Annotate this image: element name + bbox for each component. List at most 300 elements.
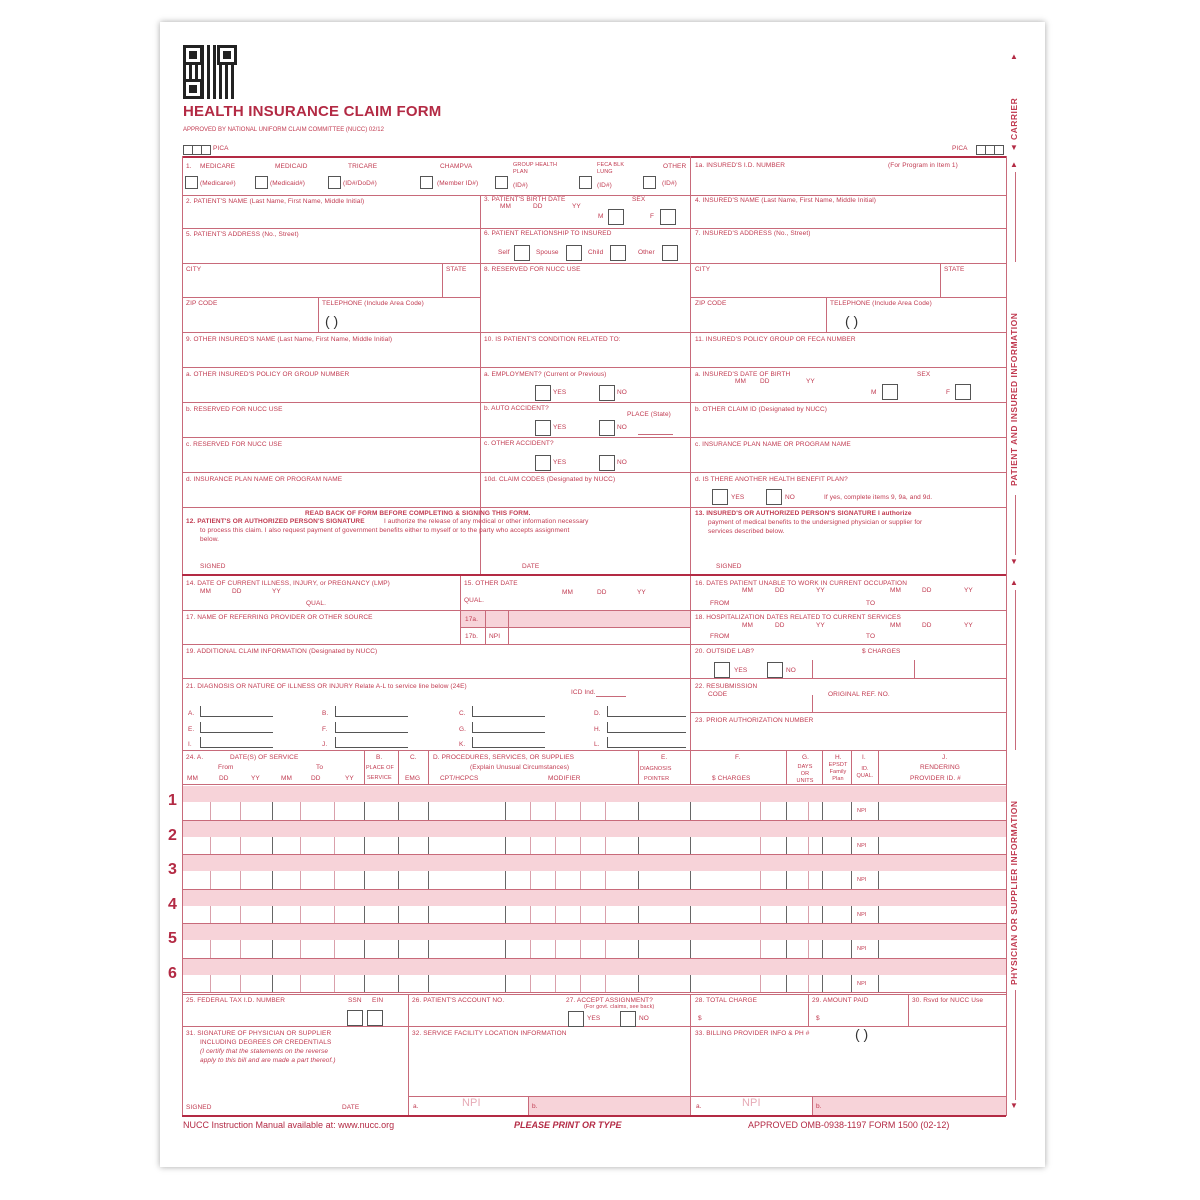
box27-yes-label: YES — [587, 1015, 601, 1022]
diag-b-label: B. — [322, 710, 329, 717]
zip-phone-divider-right — [826, 297, 827, 332]
arrow-down-icon: ▼ — [1010, 557, 1018, 566]
box4-insured-name-field[interactable] — [692, 207, 1004, 227]
box24g-top: G. — [802, 754, 810, 761]
box13-text2: services described below. — [708, 528, 785, 535]
box12-label: 12. PATIENT'S OR AUTHORIZED PERSON'S SIGNATURE — [186, 518, 365, 525]
box1-medicare-checkbox[interactable] — [185, 176, 198, 189]
row-line — [182, 402, 1006, 403]
box7-phone-label: TELEPHONE (Include Area Code) — [830, 300, 932, 307]
box24d-top: D. PROCEDURES, SERVICES, OR SUPPLIES — [433, 754, 575, 761]
box12-header: READ BACK OF FORM BEFORE COMPLETING & SIGNING THIS FORM. — [305, 510, 531, 517]
box10c-no-checkbox[interactable] — [599, 455, 615, 471]
box9d-field[interactable] — [184, 485, 478, 506]
box11a-mm: MM — [735, 378, 747, 385]
box33a-npi-field[interactable] — [702, 1098, 810, 1114]
box32b-field[interactable] — [540, 1098, 688, 1114]
box28-dollar: $ — [698, 1015, 702, 1022]
box17a-shaded — [461, 611, 690, 627]
box1-feca-id: (ID#) — [597, 182, 612, 189]
row-line — [690, 297, 1006, 298]
box1-tricare-checkbox[interactable] — [328, 176, 341, 189]
box1-feca-label: FECA BLK LUNG — [597, 162, 625, 175]
box20-divider — [812, 660, 813, 678]
pica-right-box-3[interactable] — [994, 145, 1004, 155]
box20-charges-field[interactable] — [814, 660, 912, 677]
box5-label: 5. PATIENT'S ADDRESS (No., Street) — [186, 231, 299, 238]
diag-k-field[interactable] — [472, 737, 545, 748]
qr-finder-icon — [183, 45, 203, 65]
box20-no-checkbox[interactable] — [767, 662, 783, 678]
box15-qual: QUAL. — [464, 597, 485, 604]
diag-f-label: F. — [322, 726, 328, 733]
box25-ein-checkbox[interactable] — [367, 1010, 383, 1026]
box32-facility-field[interactable] — [410, 1040, 688, 1094]
box10c-no-label: NO — [617, 459, 627, 466]
center-divider-lower — [690, 576, 691, 751]
box22-original-ref-field[interactable] — [814, 698, 1004, 711]
box10a-label: a. EMPLOYMENT? (Current or Previous) — [484, 371, 607, 378]
box6-child-label: Child — [588, 249, 604, 256]
box26-label: 26. PATIENT'S ACCOUNT NO. — [412, 997, 505, 1004]
box14-dd: DD — [232, 588, 242, 595]
box13-label: 13. INSURED'S OR AUTHORIZED PERSON'S SIGNATURE I authorize — [695, 510, 912, 517]
rendering-provider-id-field[interactable] — [880, 906, 1004, 924]
box24i-bot: ID. QUAL. — [856, 766, 874, 779]
rendering-provider-id-field[interactable] — [880, 802, 1004, 820]
service-line-shaded[interactable] — [183, 959, 1006, 975]
box9a-label: a. OTHER INSURED'S POLICY OR GROUP NUMBER — [186, 371, 350, 378]
box33b-field[interactable] — [824, 1098, 1004, 1114]
box1-champva-label: CHAMPVA — [440, 163, 473, 170]
side-rule — [1015, 590, 1016, 750]
diag-h-field[interactable] — [607, 722, 686, 733]
box15-dd: DD — [597, 589, 607, 596]
arrow-up-icon: ▲ — [1010, 52, 1018, 61]
bottom-rule — [182, 1115, 1006, 1117]
col-divider — [638, 750, 639, 784]
box16-label: 16. DATES PATIENT UNABLE TO WORK IN CURRENT OCCUPATION — [695, 580, 907, 587]
box15-yy: YY — [637, 589, 646, 596]
box1-group-id: (ID#) — [513, 182, 528, 189]
qr-code-icon — [183, 45, 237, 99]
box10-label: 10. IS PATIENT'S CONDITION RELATED TO: — [484, 336, 621, 343]
diag-i-label: I. — [188, 741, 192, 748]
box12-date-label: DATE — [522, 563, 540, 570]
side-rule — [1015, 172, 1016, 262]
box10d-label: 10d. CLAIM CODES (Designated by NUCC) — [484, 476, 616, 483]
box9-label: 9. OTHER INSURED'S NAME (Last Name, First Name, Middle Initial) — [186, 336, 393, 343]
box10c-label: c. OTHER ACCIDENT? — [484, 440, 554, 447]
box1-tricare-label: TRICARE — [348, 163, 378, 170]
box21-icd-label: ICD Ind. — [571, 689, 596, 696]
col-divider — [878, 750, 879, 784]
npi-label: NPI — [857, 911, 867, 918]
box9d-label: d. INSURANCE PLAN NAME OR PROGRAM NAME — [186, 476, 343, 483]
qr-finder-icon — [217, 45, 237, 65]
box20-label: 20. OUTSIDE LAB? — [695, 648, 755, 655]
box31-line4: apply to this bill and are made a part thereof.) — [200, 1057, 336, 1064]
box13-signature-field[interactable] — [750, 558, 1000, 572]
box10b-no-checkbox[interactable] — [599, 420, 615, 436]
diag-e-field[interactable] — [200, 722, 273, 733]
box31-signature-field[interactable] — [215, 1096, 335, 1110]
box16-from-mm: MM — [742, 587, 754, 594]
box17-label: 17. NAME OF REFERRING PROVIDER OR OTHER SOURCE — [186, 614, 373, 621]
box24b-top: B. — [376, 754, 383, 761]
diag-l-field[interactable] — [607, 737, 686, 748]
rendering-provider-id-field[interactable] — [880, 975, 1004, 993]
col-divider — [851, 750, 852, 784]
city-state-divider — [442, 263, 443, 297]
npi-label: NPI — [857, 842, 867, 849]
box18-to-mm: MM — [890, 622, 902, 629]
box24e-top: E. — [661, 754, 668, 761]
box32a-npi-field[interactable] — [420, 1098, 526, 1114]
box18-to-dd: DD — [922, 622, 932, 629]
box29-amount-paid-field[interactable] — [824, 1007, 906, 1025]
box33-npi-watermark: NPI — [742, 1097, 761, 1109]
top-rule — [182, 156, 1006, 158]
box27-28-divider — [690, 994, 691, 1116]
rendering-provider-id-field[interactable] — [880, 837, 1004, 855]
arrow-down-icon: ▼ — [1010, 1101, 1018, 1110]
side-label-physician-supplier: PHYSICIAN OR SUPPLIER INFORMATION — [1009, 800, 1019, 985]
box11a-label: a. INSURED'S DATE OF BIRTH — [695, 371, 791, 378]
box24d-modifier: MODIFIER — [548, 775, 581, 782]
service-line-fields[interactable] — [183, 837, 878, 855]
box10b-place-field[interactable] — [638, 434, 673, 435]
box16-to-dd: DD — [922, 587, 932, 594]
box18-from-mm: MM — [742, 622, 754, 629]
box19-field[interactable] — [184, 657, 688, 677]
box31-line2: INCLUDING DEGREES OR CREDENTIALS — [200, 1039, 332, 1046]
box18-to-yy: YY — [964, 622, 973, 629]
box11d-no-checkbox[interactable] — [766, 489, 782, 505]
box3-male-checkbox[interactable] — [608, 209, 624, 225]
service-line-shaded[interactable] — [183, 821, 1006, 837]
box28-total-charge-field[interactable] — [706, 1007, 806, 1025]
box24f-bot: $ CHARGES — [712, 775, 751, 782]
npi-label: NPI — [857, 946, 867, 952]
box10a-yes-label: YES — [553, 389, 567, 396]
box15-label: 15. OTHER DATE — [464, 580, 518, 587]
box31-line3: (I certify that the statements on the reverse — [200, 1048, 329, 1055]
box11a-female-checkbox[interactable] — [955, 384, 971, 400]
arrow-down-icon: ▼ — [1010, 143, 1018, 152]
box3-f: F — [650, 213, 655, 220]
box24f-top: F. — [735, 754, 741, 761]
rendering-provider-id-field[interactable] — [880, 871, 1004, 889]
box11d-no-label: NO — [785, 494, 795, 501]
diag-j-field[interactable] — [335, 737, 408, 748]
side-rule — [1015, 990, 1016, 1100]
box5-state-field[interactable] — [444, 275, 478, 296]
box10c-yes-checkbox[interactable] — [535, 455, 551, 471]
box6-spouse-checkbox[interactable] — [566, 245, 582, 261]
service-line-fields[interactable] — [183, 906, 878, 924]
box22-code-field[interactable] — [692, 698, 810, 711]
box1-group-checkbox[interactable] — [495, 176, 508, 189]
footer-print-or-type: PLEASE PRINT OR TYPE — [514, 1120, 622, 1130]
box6-other-checkbox[interactable] — [662, 245, 678, 261]
box24-from-mm: MM — [187, 775, 199, 782]
box10a-no-label: NO — [617, 389, 627, 396]
box18-from-dd: DD — [775, 622, 785, 629]
box24i-top: I. — [862, 754, 866, 761]
diag-b-field[interactable] — [335, 706, 408, 717]
diag-a-field[interactable] — [200, 706, 273, 717]
box6-self-checkbox[interactable] — [514, 245, 530, 261]
service-line-shaded[interactable] — [183, 786, 1006, 802]
row-line — [182, 644, 1006, 645]
box9b-label: b. RESERVED FOR NUCC USE — [186, 406, 283, 413]
box3-label: 3. PATIENT'S BIRTH DATE — [484, 196, 566, 203]
box22-divider — [812, 695, 813, 712]
row-line — [182, 994, 1006, 995]
box5-city-label: CITY — [186, 266, 202, 273]
box5-zip-label: ZIP CODE — [186, 300, 218, 307]
box1-other-id: (ID#) — [662, 180, 677, 187]
box20-yes-checkbox[interactable] — [714, 662, 730, 678]
box33a-label: a. — [696, 1103, 702, 1110]
box13-text1: payment of medical benefits to the undersigned physician or supplier for — [708, 519, 923, 526]
box17b-label: 17b. — [465, 633, 479, 640]
box32-npi-watermark: NPI — [462, 1097, 481, 1109]
box24e-mid: DIAGNOSIS — [640, 766, 672, 772]
box21-icd-field[interactable] — [596, 684, 626, 697]
box11a-yy: YY — [806, 378, 815, 385]
footer-nucc-manual: NUCC Instruction Manual available at: www.nucc.org — [183, 1120, 395, 1130]
box27-no-checkbox[interactable] — [620, 1011, 636, 1027]
box1a-insured-id-field[interactable] — [692, 172, 1004, 194]
box10b-yes-checkbox[interactable] — [535, 420, 551, 436]
diag-h-label: H. — [594, 726, 601, 733]
box2-patient-name-field[interactable] — [184, 207, 478, 227]
box10b-yes-label: YES — [553, 424, 567, 431]
box19-label: 19. ADDITIONAL CLAIM INFORMATION (Designated by NUCC) — [186, 648, 378, 655]
box33-billing-provider-field[interactable] — [692, 1044, 1004, 1094]
box11a-m: M — [871, 389, 877, 396]
box9c-label: c. RESERVED FOR NUCC USE — [186, 441, 283, 448]
arrow-up-icon: ▲ — [1010, 160, 1018, 169]
box25-26-divider — [408, 994, 409, 1116]
box6-child-checkbox[interactable] — [610, 245, 626, 261]
box21-label: 21. DIAGNOSIS OR NATURE OF ILLNESS OR INJURY Relate A-L to service line below (24E) — [186, 683, 467, 690]
right-border — [1006, 156, 1007, 1116]
box12-text1: I authorize the release of any medical or other information necessary — [384, 518, 589, 525]
row-line — [182, 367, 1006, 368]
diag-g-label: G. — [459, 726, 467, 733]
box7-label: 7. INSURED'S ADDRESS (No., Street) — [695, 230, 811, 237]
box24c-bot: EMG — [405, 775, 421, 782]
diag-i-field[interactable] — [200, 737, 273, 748]
service-line-shaded[interactable] — [183, 890, 1006, 906]
service-line-fields[interactable] — [183, 802, 878, 820]
npi-label: NPI — [857, 980, 867, 987]
box17b-npi-field[interactable] — [510, 628, 688, 643]
cell-divider — [878, 940, 879, 958]
diag-c-field[interactable] — [472, 706, 545, 717]
box11-field[interactable] — [692, 345, 1004, 366]
box24j-mid: RENDERING — [920, 764, 960, 771]
box27-yes-checkbox[interactable] — [568, 1011, 584, 1027]
box18-from-yy: YY — [816, 622, 825, 629]
box5-phone-field[interactable]: ( ) — [325, 313, 339, 329]
side-label-patient-insured: PATIENT AND INSURED INFORMATION — [1009, 312, 1019, 486]
service-line-number: 3 — [168, 861, 177, 878]
box32b-label: b. — [532, 1103, 538, 1110]
col-divider — [364, 750, 365, 784]
box1-number: 1. — [186, 163, 192, 170]
box10b-label: b. AUTO ACCIDENT? — [484, 405, 549, 412]
box25-ein-label: EIN — [372, 997, 384, 1004]
pica-left-box-3[interactable] — [201, 145, 211, 155]
box9a-field[interactable] — [184, 380, 478, 401]
box24h-bot: EPSDT Family Plan — [828, 762, 848, 782]
box28-29-divider — [808, 994, 809, 1026]
box33-phone-field[interactable]: ( ) — [855, 1026, 869, 1042]
service-line-shaded[interactable] — [183, 855, 1006, 871]
box10c-yes-label: YES — [553, 459, 567, 466]
box25-ssn-checkbox[interactable] — [347, 1010, 363, 1026]
col-divider — [428, 750, 429, 784]
box7-state-field[interactable] — [942, 275, 1004, 296]
box1-other-checkbox[interactable] — [643, 176, 656, 189]
box25-tax-id-field[interactable] — [184, 1006, 342, 1024]
npi-label: NPI — [857, 877, 867, 883]
box5-city-field[interactable] — [184, 275, 440, 296]
box18-from: FROM — [710, 633, 730, 640]
box1a-note: (For Program in Item 1) — [888, 162, 958, 169]
box3-sex: SEX — [632, 196, 646, 203]
cell-divider — [878, 837, 879, 855]
box7-city-label: CITY — [695, 266, 711, 273]
box23-label: 23. PRIOR AUTHORIZATION NUMBER — [695, 717, 814, 724]
qr-finder-icon — [183, 79, 203, 99]
box12-date-field[interactable] — [548, 558, 688, 572]
box7-zip-label: ZIP CODE — [695, 300, 727, 307]
box11a-male-checkbox[interactable] — [882, 384, 898, 400]
box1-champva-checkbox[interactable] — [420, 176, 433, 189]
box7-city-field[interactable] — [692, 275, 938, 296]
box11d-yes-checkbox[interactable] — [712, 489, 728, 505]
box22-label: 22. RESUBMISSION — [695, 683, 758, 690]
box7-state-label: STATE — [944, 266, 965, 273]
box33-divider — [812, 1096, 813, 1116]
box1-medicaid-checkbox[interactable] — [255, 176, 268, 189]
row-line — [182, 1026, 1006, 1027]
diag-d-field[interactable] — [607, 706, 686, 717]
box6-spouse-label: Spouse — [536, 249, 559, 256]
cell-divider — [878, 906, 879, 924]
box31-date-label: DATE — [342, 1104, 360, 1111]
box1-tricare-id: (ID#/DoD#) — [343, 180, 377, 187]
box7-zip-field[interactable] — [692, 309, 824, 331]
box10b-no-label: NO — [617, 424, 627, 431]
box17-divider — [508, 610, 509, 644]
box5-address-field[interactable] — [184, 240, 478, 262]
col-divider — [690, 750, 691, 784]
box16-from-dd: DD — [775, 587, 785, 594]
box10a-yes-checkbox[interactable] — [535, 385, 551, 401]
service-line-fields[interactable] — [183, 871, 878, 889]
box24-from-label: From — [218, 764, 234, 771]
box16-from-yy: YY — [816, 587, 825, 594]
box2-label: 2. PATIENT'S NAME (Last Name, First Name, Middle Initial) — [186, 198, 365, 205]
box1-medicare-label: MEDICARE — [200, 163, 236, 170]
box10a-no-checkbox[interactable] — [599, 385, 615, 401]
service-line-fields[interactable] — [183, 940, 878, 958]
box11a-sex: SEX — [917, 371, 931, 378]
box33b-label: b. — [816, 1103, 822, 1110]
row-line — [182, 297, 480, 298]
row-line — [182, 195, 1006, 196]
box9-other-insured-field[interactable] — [184, 345, 478, 366]
box18-to: TO — [866, 633, 876, 640]
row-line — [182, 678, 1006, 679]
box17-referring-provider-field[interactable] — [184, 623, 458, 643]
service-line-shaded[interactable] — [183, 924, 1006, 940]
col-divider — [398, 750, 399, 784]
box24h-top: H. — [835, 754, 842, 761]
service-line-number: 2 — [168, 826, 177, 844]
box27-no-label: NO — [639, 1015, 649, 1022]
rendering-provider-id-field[interactable] — [880, 940, 1004, 958]
box20-divider — [914, 660, 915, 678]
box3-yy: YY — [572, 203, 581, 210]
box14-label: 14. DATE OF CURRENT ILLNESS, INJURY, or PREGNANCY (LMP) — [186, 580, 390, 587]
diag-g-field[interactable] — [472, 722, 545, 733]
box1-feca-checkbox[interactable] — [579, 176, 592, 189]
box26-account-field[interactable] — [410, 1006, 560, 1024]
box25-label: 25. FEDERAL TAX I.D. NUMBER — [186, 997, 286, 1004]
box7-phone-field[interactable]: ( ) — [845, 313, 859, 329]
box32-divider — [528, 1096, 529, 1116]
row-line — [182, 507, 1006, 508]
box5-phone-label: TELEPHONE (Include Area Code) — [322, 300, 424, 307]
box18-label: 18. HOSPITALIZATION DATES RELATED TO CURRENT SERVICES — [695, 614, 901, 621]
box1-medicaid-id: (Medicaid#) — [270, 180, 306, 187]
box23-prior-auth-field[interactable] — [692, 726, 1004, 748]
box17b-npi: NPI — [489, 633, 501, 640]
box13-signed-label: SIGNED — [716, 563, 742, 570]
row-line — [182, 472, 1006, 473]
box15-mm: MM — [562, 589, 574, 596]
box3-female-checkbox[interactable] — [660, 209, 676, 225]
diag-f-field[interactable] — [335, 722, 408, 733]
box14-qual: QUAL. — [306, 600, 327, 607]
section-rule — [182, 574, 1006, 576]
box24b-bot: SERVICE — [367, 775, 392, 781]
box12-signature-field[interactable] — [235, 558, 515, 572]
box3-mm: MM — [500, 203, 512, 210]
service-line-fields[interactable] — [183, 975, 878, 993]
row-line — [182, 437, 1006, 438]
box29-label: 29. AMOUNT PAID — [812, 997, 869, 1004]
box1-group-label: GROUP HEALTH PLAN — [513, 162, 558, 175]
box10b-place-label: PLACE (State) — [627, 411, 671, 418]
box24-to-dd: DD — [311, 775, 321, 782]
box5-zip-field[interactable] — [184, 309, 316, 331]
service-line-number: 5 — [168, 930, 177, 947]
box7-address-field[interactable] — [692, 240, 1004, 262]
box29-30-divider — [908, 994, 909, 1026]
box5-state-label: STATE — [446, 266, 467, 273]
box24-to-yy: YY — [345, 775, 354, 782]
cell-divider — [878, 975, 879, 993]
box29-dollar: $ — [816, 1015, 820, 1022]
